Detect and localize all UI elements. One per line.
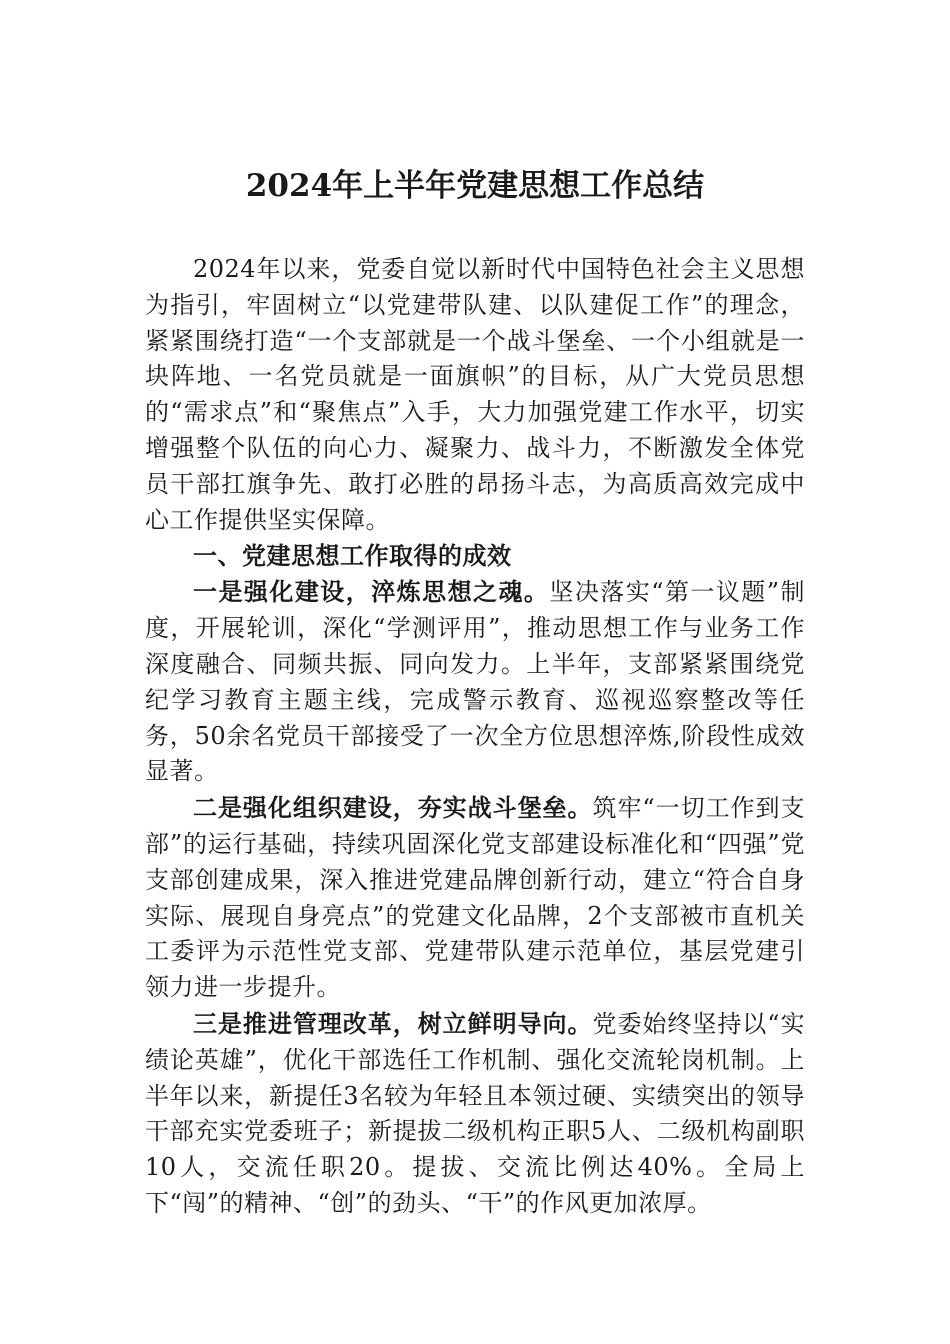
item-1-text: 坚决落实“第一议题”制度，开展轮训，深化“学测评用”，推动思想工作与业务工作深度融合、同频共振、同向发力。上半年，支部紧紧围绕党纪学习教育主题主线，完成警示教育、巡视巡察整改等任务，50余名党员干部接受了一次全方位思想淬炼,阶段性成效显著。 [145,578,805,786]
item-3-text: 党委始终坚持以“实绩论英雄”，优化干部选任工作机制、强化交流轮岗机制。上半年以来，新提任3名较为年轻且本领过硬、实绩突出的领导干部充实党委班子；新提拔二级机构正职5人、二级机构副职10人，交流任职20。提拔、交流比例达40%。全局上下“闯”的精神、“创”的劲头、“干”的作风更加浓厚。 [145,1009,805,1217]
achievement-item-1 [145,574,805,790]
achievement-item-2 [145,790,805,1006]
item-2-lead: 二是强化组织建设，夯实战斗堡垒。 [193,793,593,823]
item-3-lead: 三是推进管理改革，树立鲜明导向。 [193,1008,593,1038]
section-heading-achievements: 一、党建思想工作取得的成效 [193,542,512,571]
document-body [145,252,805,1222]
item-2-text: 筑牢“一切工作到支部”的运行基础，持续巩固深化党支部建设标准化和“四强”党支部创建成果，深入推进党建品牌创新行动，建立“符合自身实际、展现自身亮点”的党建文化品牌，2个支部被市直机关工委评为示范性党支部、党建带队建示范单位，基层党建引领力进一步提升。 [145,794,805,1002]
intro-paragraph: 2024年以来，党委自觉以新时代中国特色社会主义思想为指引，牢固树立“以党建带队建、以队建促工作”的理念，紧紧围绕打造“一个支部就是一个战斗堡垒、一个小组就是一块阵地、一名党员就是一面旗帜”的目标，从广大党员思想的“需求点”和“聚焦点”入手，大力加强党建工作水平，切实增强整个队伍的向心力、凝聚力、战斗力，不断激发全体党员干部扛旗争先、敢打必胜的昂扬斗志，为高质高效完成中心工作提供坚实保障。 [145,255,805,534]
document-title: 2024年上半年党建思想工作总结 [245,168,705,204]
item-1-lead: 一是强化建设，淬炼思想之魂。 [193,577,550,607]
achievement-item-3 [145,1006,805,1222]
